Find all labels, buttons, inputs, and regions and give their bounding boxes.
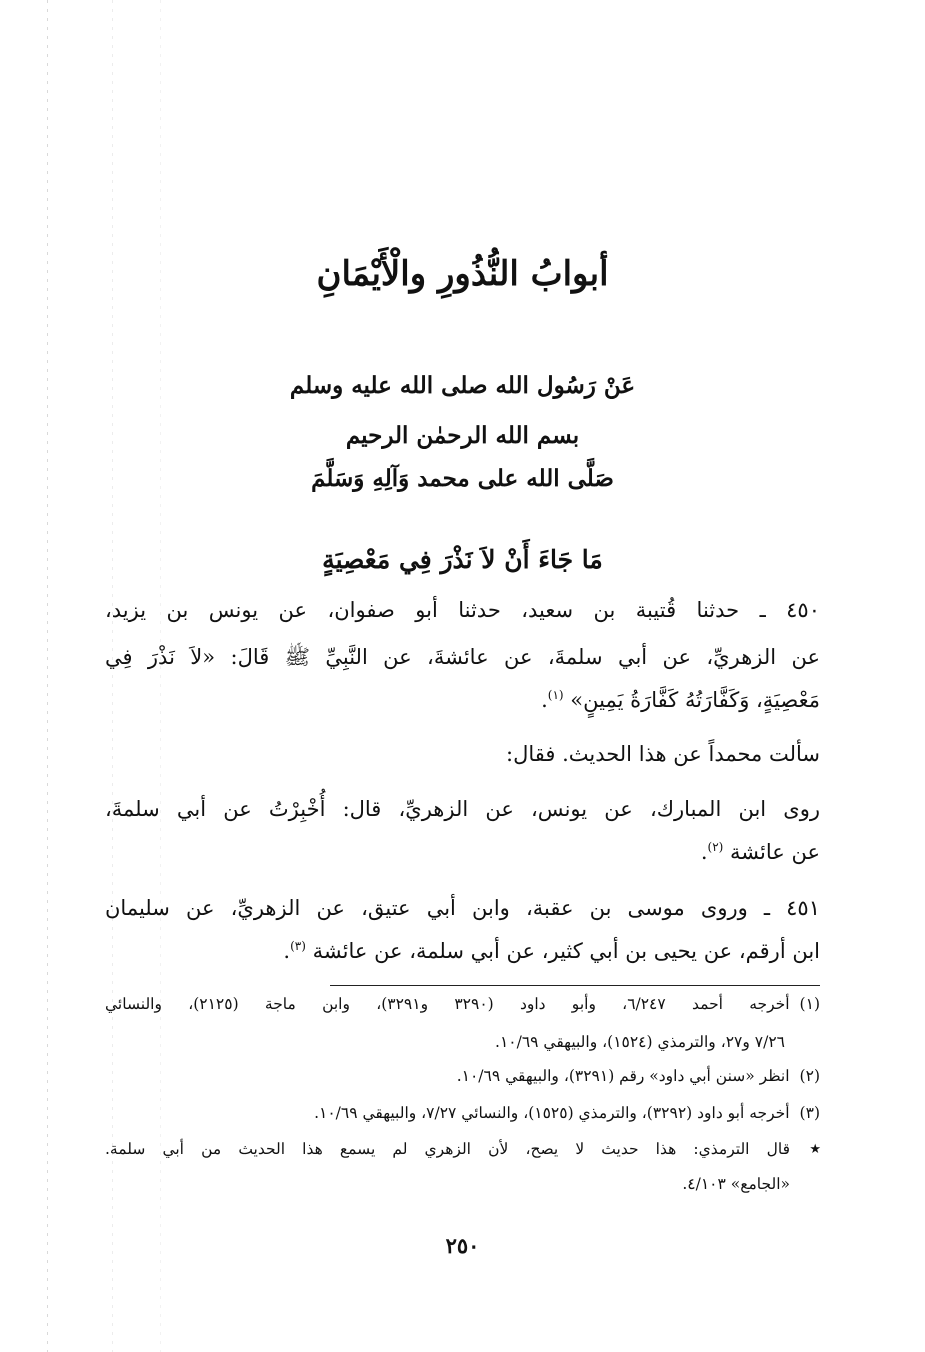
body-text-line bbox=[105, 939, 820, 963]
footnote-reference: (٣) bbox=[290, 939, 306, 953]
body-text-line: روى ابن المبارك، عن يونس، عن الزهريِّ، قال: أُخْبِرْتُ عن أبي سلمةَ، bbox=[105, 797, 820, 821]
body-text: . bbox=[700, 840, 708, 864]
star-note: قال الترمذي: هذا حديث لا يصح، لأن الزهري لم يسمع هذا الحديث من أبي سلمة. bbox=[105, 1140, 790, 1158]
footnote-2 bbox=[105, 1067, 820, 1085]
footnote-text: أخرجه أحمد ٦/٢٤٧، وأبو داود (٣٢٩٠ و٣٢٩١)، وابن ماجة (٢١٢٥)، والنسائي bbox=[105, 995, 790, 1013]
body-text-line: سألت محمداً عن هذا الحديث. فقال: bbox=[506, 742, 820, 766]
body-text: عن عائشة bbox=[730, 840, 820, 864]
body-text: . bbox=[283, 939, 291, 963]
footnote-text: انظر «سنن أبي داود» رقم (٣٢٩١)، والبيهقي ١٠/٦٩. bbox=[456, 1067, 790, 1085]
footnote-number: (١) bbox=[799, 995, 820, 1013]
header-line-2: بسم الله الرحمٰن الرحيم bbox=[345, 422, 580, 449]
body-text: مَعْصِيَةٍ، وَكَفَّارَتُهُ كَفَّارَةُ يَمِينٍ» bbox=[570, 688, 820, 712]
body-text-line bbox=[105, 840, 820, 864]
page-number: ٢٥٠ bbox=[445, 1233, 480, 1258]
footnote-1-cont: ٧/٢٦ و٢٧، والترمذي (١٥٢٤)، والبيهقي ١٠/٦٩. bbox=[495, 1033, 785, 1051]
body-text-line: ٤٥٠ ـ حدثنا قُتيبة بن سعيد، حدثنا أبو صفوان، عن يونس بن يزيد، bbox=[105, 598, 820, 622]
footnote-3 bbox=[105, 1104, 820, 1122]
body-text: . bbox=[541, 688, 548, 712]
header-line-1: عَنْ رَسُول الله صلى الله عليه وسلم bbox=[289, 372, 636, 399]
star-icon: ★ bbox=[809, 1142, 821, 1157]
body-text: ابن أرقم، عن يحيى بن أبي كثير، عن أبي سلمة، عن عائشة bbox=[312, 939, 820, 963]
page-title: أبوابُ النُّذُورِ والْأَيْمَانِ bbox=[316, 254, 609, 294]
body-text-line: عن الزهريِّ، عن أبي سلمةَ، عن عائشةَ، عن النَّبِيِّ ﷺ قَالَ: «لاَ نَذْرَ فِي bbox=[105, 645, 820, 669]
header-line-3: صَلَّى الله على محمد وَآلِهِ وَسَلَّمَ bbox=[311, 465, 614, 492]
footnote-text: أخرجه أبو داود (٣٢٩٢)، والترمذي (١٥٢٥)، والنسائي ٧/٢٧، والبيهقي ١٠/٦٩. bbox=[314, 1104, 790, 1122]
footnote-reference: (٢) bbox=[707, 840, 724, 854]
body-text-line bbox=[105, 688, 820, 712]
footnote-1 bbox=[105, 995, 820, 1013]
scan-artifact bbox=[47, 0, 48, 1352]
body-text-line: ٤٥١ ـ وروى موسى بن عقبة، وابن أبي عتيق، عن الزهريِّ، عن سليمان bbox=[105, 896, 820, 920]
footnote-divider bbox=[330, 985, 820, 986]
footnote-number: (٣) bbox=[799, 1104, 820, 1122]
footnote-reference: (١) bbox=[547, 688, 564, 702]
star-note-cont: «الجامع» ٤/١٠٣. bbox=[682, 1175, 790, 1193]
footnote-number: (٢) bbox=[799, 1067, 820, 1085]
chapter-title: مَا جَاءَ أَنْ لاَ نَذْرَ فِي مَعْصِيَةٍ bbox=[322, 545, 603, 574]
